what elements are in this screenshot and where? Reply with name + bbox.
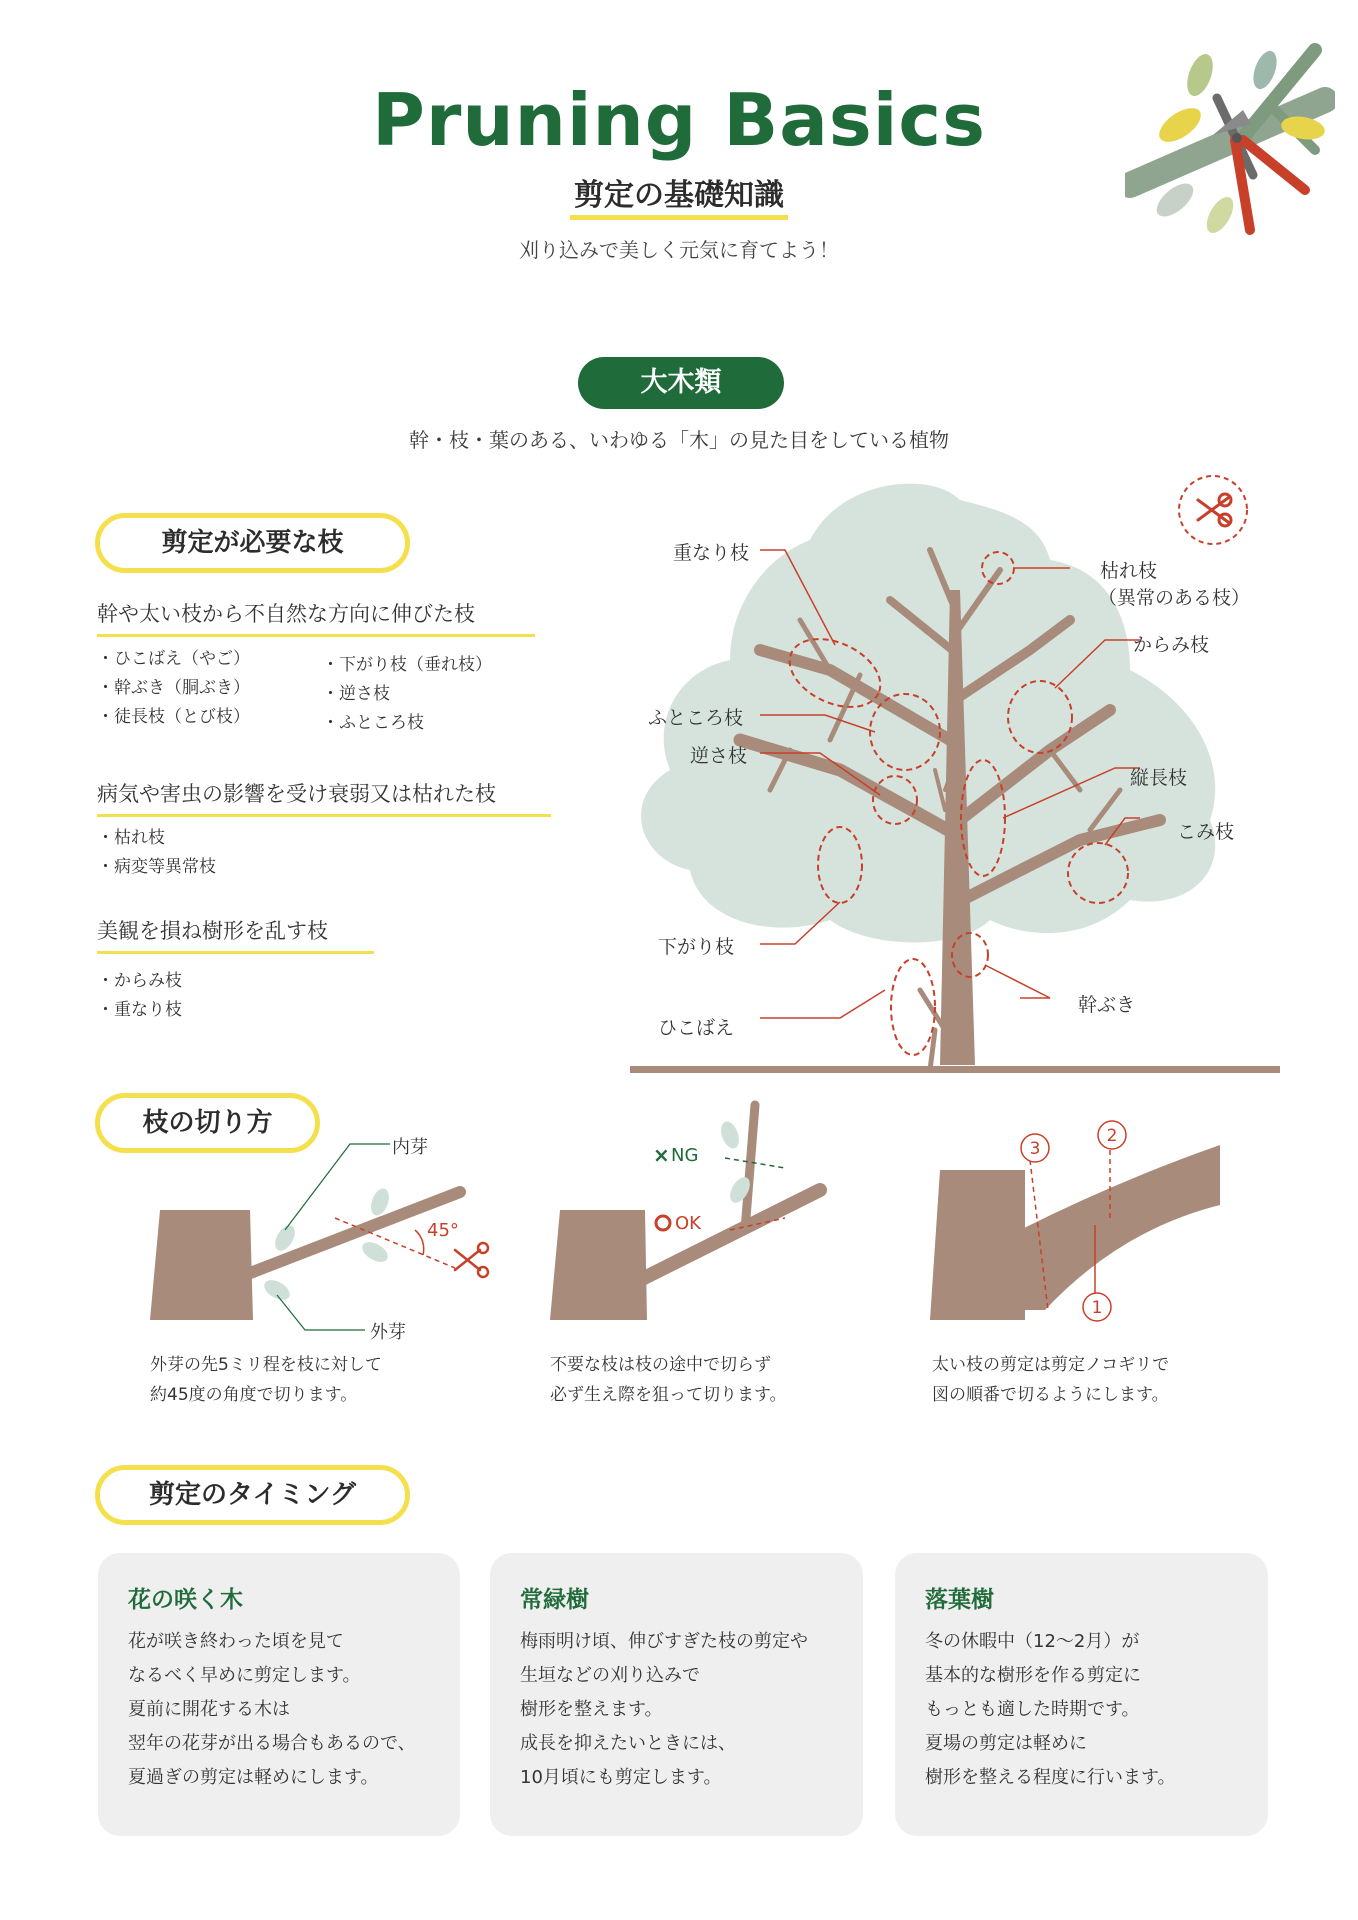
card-line: 夏前に開花する木は bbox=[128, 1699, 290, 1720]
card-title: 落葉樹 bbox=[925, 1587, 994, 1613]
label-karami: からみ枝 bbox=[1133, 634, 1210, 656]
card-line: 冬の休暇中（12〜2月）が bbox=[925, 1631, 1140, 1652]
needed-group-3-title: 美観を損ね樹形を乱す枝 bbox=[97, 915, 374, 954]
list-item: ・ 幹ぶき（胴ぶき） bbox=[97, 674, 250, 703]
caption-line: 図の順番で切るようにします。 bbox=[932, 1385, 1169, 1405]
label-jucho: 縦長枝 bbox=[1130, 767, 1188, 789]
label-futokoro: ふところ枝 bbox=[648, 707, 744, 729]
card-line: 基本的な樹形を作る剪定に bbox=[925, 1665, 1141, 1686]
step-1-label: 1 bbox=[1091, 1298, 1103, 1318]
timing-card-deciduous bbox=[895, 1553, 1268, 1836]
list-item: ・ 病変等異常枝 bbox=[97, 853, 216, 882]
cut-diagram-bud bbox=[145, 1120, 505, 1340]
page-title: Pruning Basics bbox=[372, 78, 986, 162]
label-kasanari: 重なり枝 bbox=[673, 542, 750, 564]
card-line: 夏過ぎの剪定は軽めにします。 bbox=[128, 1767, 379, 1788]
timing-card-flowering bbox=[98, 1553, 460, 1836]
card-title: 常緑樹 bbox=[520, 1587, 589, 1613]
inner-bud-label: 内芽 bbox=[392, 1137, 428, 1158]
needed-group-1-list-b bbox=[322, 651, 492, 738]
category-description: 幹・枝・葉のある、いわゆる「木」の見た目をしている植物 bbox=[409, 428, 949, 452]
angle-label: 45° bbox=[427, 1220, 459, 1241]
list-item: ・ ひこばえ（やご） bbox=[97, 645, 250, 674]
section-heading-timing: 剪定のタイミング bbox=[95, 1465, 410, 1525]
ng-label: NG bbox=[671, 1145, 699, 1166]
list-item: ・ 徒長枝（とび枝） bbox=[97, 703, 250, 732]
timing-card-evergreen bbox=[490, 1553, 863, 1836]
card-line: 夏場の剪定は軽めに bbox=[925, 1733, 1087, 1754]
caption-line: 必ず生え際を狙って切ります。 bbox=[550, 1385, 787, 1405]
list-item: ・ 枯れ枝 bbox=[97, 824, 216, 853]
needed-group-2-list bbox=[97, 824, 216, 882]
needed-group-1-title: 幹や太い枝から不自然な方向に伸びた枝 bbox=[97, 598, 535, 637]
card-line: 成長を抑えたいときには、 bbox=[520, 1733, 736, 1754]
pruning-shears-illustration bbox=[1125, 40, 1335, 250]
tagline: 刈り込みで美しく元気に育てよう！ bbox=[519, 238, 839, 262]
label-kare-note: （異常のある枝） bbox=[1098, 587, 1251, 609]
diagram1-caption bbox=[150, 1350, 382, 1410]
card-line: 生垣などの刈り込みで bbox=[520, 1665, 700, 1686]
list-item: ・ ふところ枝 bbox=[322, 709, 492, 738]
card-line: 樹形を整える程度に行います。 bbox=[925, 1767, 1176, 1788]
section-heading-cutting: 枝の切り方 bbox=[95, 1093, 320, 1153]
card-title: 花の咲く木 bbox=[128, 1587, 243, 1613]
diagram3-caption bbox=[932, 1350, 1169, 1410]
label-komi: こみ枝 bbox=[1177, 821, 1235, 843]
label-kare: 枯れ枝 bbox=[1100, 560, 1158, 582]
card-line: 樹形を整えます。 bbox=[520, 1699, 663, 1720]
label-miki: 幹ぶき bbox=[1078, 994, 1136, 1016]
category-badge: 大木類 bbox=[578, 357, 784, 409]
card-line: なるべく早めに剪定します。 bbox=[128, 1665, 361, 1686]
ok-label: OK bbox=[675, 1213, 701, 1234]
cut-diagram-saw-steps bbox=[920, 1110, 1240, 1340]
card-line: もっとも適した時期です。 bbox=[925, 1699, 1140, 1720]
card-line: 花が咲き終わった頃を見て bbox=[128, 1631, 344, 1652]
list-item: ・ からみ枝 bbox=[97, 967, 182, 996]
cut-diagram-ng-ok bbox=[545, 1100, 845, 1340]
caption-line: 太い枝の剪定は剪定ノコギリで bbox=[932, 1355, 1170, 1375]
caption-line: 外芽の先5ミリ程を枝に対して bbox=[150, 1355, 382, 1375]
list-item: ・ 逆さ枝 bbox=[322, 680, 492, 709]
label-sagari: 下がり枝 bbox=[658, 936, 735, 958]
label-sakasa: 逆さ枝 bbox=[690, 745, 748, 767]
card-line: 10月頃にも剪定します。 bbox=[520, 1767, 722, 1788]
subtitle-text: 剪定の基礎知識 bbox=[570, 178, 788, 220]
ng-mark-icon: × bbox=[653, 1143, 670, 1167]
diagram2-caption bbox=[550, 1350, 787, 1410]
caption-line: 不要な枝は枝の途中で切らず bbox=[550, 1355, 771, 1375]
section-heading-needed: 剪定が必要な枝 bbox=[95, 513, 410, 573]
outer-bud-label: 外芽 bbox=[370, 1322, 406, 1343]
list-item: ・ 下がり枝（垂れ枝） bbox=[322, 651, 492, 680]
caption-line: 約45度の角度で切ります。 bbox=[150, 1385, 358, 1405]
step-3-label: 3 bbox=[1029, 1139, 1041, 1159]
card-line: 翌年の花芽が出る場合もあるので、 bbox=[128, 1733, 416, 1754]
needed-group-2-title: 病気や害虫の影響を受け衰弱又は枯れた枝 bbox=[97, 778, 551, 817]
ok-mark-icon bbox=[656, 1216, 670, 1230]
needed-group-3-list bbox=[97, 967, 182, 1025]
needed-group-1-list-a bbox=[97, 645, 250, 732]
list-item: ・ 重なり枝 bbox=[97, 996, 182, 1025]
step-2-label: 2 bbox=[1106, 1126, 1118, 1146]
card-line: 梅雨明け頃、伸びすぎた枝の剪定や bbox=[520, 1631, 808, 1652]
label-hikobae: ひこばえ bbox=[658, 1017, 735, 1039]
